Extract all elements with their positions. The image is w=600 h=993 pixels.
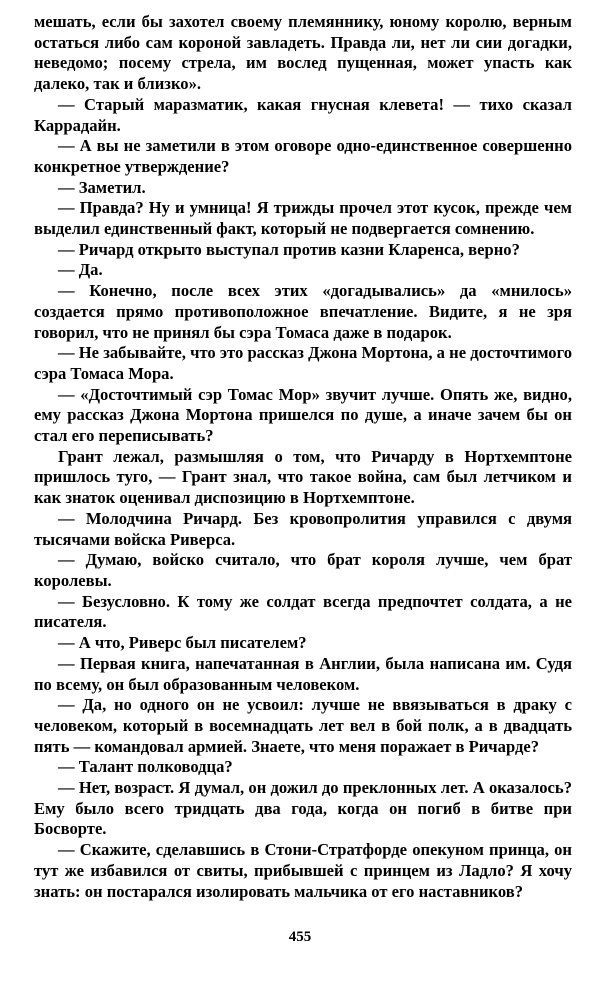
paragraph: — Скажите, сделавшись в Стони-Стратфорде опекуном принца, он тут же избавился от свиты, прибывшей с принцем из Ладло? Я хочу знать: он постарался изолировать мальчика от его наставников? <box>34 840 572 901</box>
paragraph: — Да. <box>58 260 103 280</box>
paragraph: — Безусловно. К тому же солдат всегда предпочтет солдата, а не писателя. <box>34 591 572 632</box>
paragraph: — Молодчина Ричард. Без кровопролития управился с двумя тысячами войска Риверса. <box>34 508 572 549</box>
paragraph: — Первая книга, напечатанная в Англии, была написана им. Судя по всему, он был образованным человеком. <box>34 653 572 694</box>
page-number: 455 <box>288 929 312 945</box>
paragraph: — Заметил. <box>58 177 146 197</box>
paragraph: — Правда? Ну и умница! Я трижды прочел этот кусок, прежде чем выделил единственный факт, который не подвергается сомнению. <box>34 198 572 239</box>
paragraph: — Талант полководца? <box>58 757 233 777</box>
paragraph: — Не забывайте, что это рассказ Джона Мортона, а не досточтимого сэра Томаса Мора. <box>34 343 572 383</box>
paragraph: — А что, Риверс был писателем? <box>58 633 307 653</box>
paragraph: — «Досточтимый сэр Томас Мор» звучит лучше. Опять же, видно, ему рассказ Джона Мортона пришелся по душе, а иначе зачем бы он стал его переписывать? <box>34 384 572 446</box>
paragraph: — Ричард открыто выступал против казни Кларенса, верно? <box>58 239 520 259</box>
paragraph: — Думаю, войско считало, что брат короля лучше, чем брат королевы. <box>34 550 572 590</box>
paragraph: — Да, но одного он не усвоил: лучше не ввязываться в драку с человеком, который в восемнадцать лет вел в бой полк, а в двадцать пять — командовал армией. Знаете, что меня поражает в Ричарде? <box>34 695 572 756</box>
paragraph: — Нет, возраст. Я думал, он дожил до преклонных лет. А оказалось? Ему было всего тридцать два года, когда он погиб в битве при Босворте. <box>34 778 572 839</box>
paragraph: мешать, если бы захотел своему племяннику, юному королю, верным остаться либо сам короной завладеть. Правда ли, нет ли сии догадки, неведомо; посему стрела, им вослед пущенная, может упасть как далеко, так и близко». <box>34 12 572 94</box>
paragraph: — Старый маразматик, какая гнусная клевета! — тихо сказал Каррадайн. <box>34 94 572 135</box>
paragraph: — Конечно, после всех этих «догадывались» да «мнилось» создается прямо противоположное впечатление. Видите, я не зря говорил, что не принял бы сэра Томаса даже в подарок. <box>34 281 572 342</box>
paragraph: Грант лежал, размышляя о том, что Ричарду в Нортхемптоне пришлось туго, — Грант знал, что такое война, сам был летчиком и как знаток оценивал диспозицию в Нортхемптоне. <box>34 446 572 508</box>
page-body <box>34 12 572 902</box>
paragraph: — А вы не заметили в этом оговоре одно-единственное совершенно конкретное утверждение? <box>34 136 572 176</box>
